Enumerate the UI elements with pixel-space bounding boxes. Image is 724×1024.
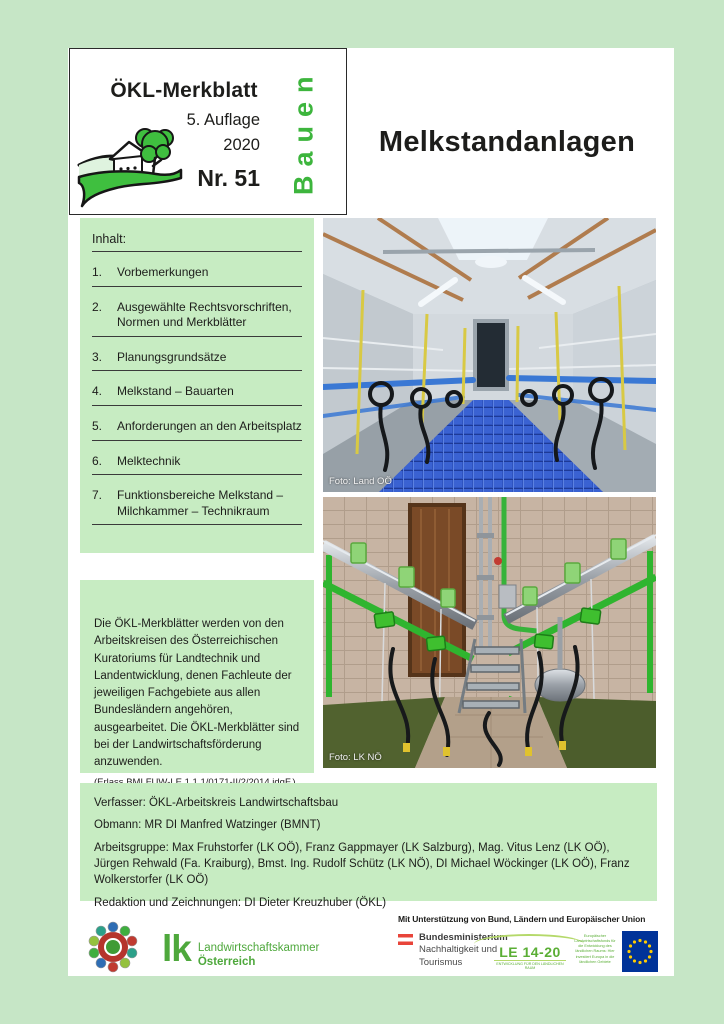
info-box [80,580,314,773]
vertical-category-label: Bauen [288,67,319,195]
landwirtschaftskammer-logo [162,928,320,970]
footer-logos [68,908,674,976]
credits-verfasser: Verfasser: ÖKL-Arbeitskreis Landwirtschaftsbau [94,797,339,809]
document-page [68,48,674,976]
photo-caption: Foto: LK NÖ [329,752,382,763]
photo-caption: Foto: Land OÖ [329,476,392,487]
lk-line1: Landwirtschaftskammer [197,942,320,954]
toc-item: 3. Planungsgrundsätze [92,350,302,372]
austria-flag-icon [398,934,413,945]
credits-box [80,783,657,909]
eu-fund-caption: Europäischer Landwirtschaftsfonds für die Entwicklung des ländlichen Raums: Hier investiert Europa in die ländlichen Gebiete [574,934,616,964]
ministry-line1: Bundesministerium [419,932,508,943]
toc-item: 6. Melktechnik [92,454,302,476]
photo-milking-parlour-top [323,218,656,492]
milking-parlour-illustration [323,218,656,492]
ministry-line2: Nachhaltigkeit und [419,944,498,956]
photo-milking-parlour-bottom [323,497,656,768]
info-text: Die ÖKL-Merkblätter werden von den Arbeitskreisen des Österreichischen Kuratoriums für Landtechnik und Landentwicklung, denen Fachleute der jeweiligen Fachgebiete aus allen Bundesländern angehören, ausgearbeitet. Die ÖKL-Merkblätter sind bei der Landwirtschaftsförderung anzuwenden. [94,618,300,768]
series-title: ÖKL-Merkblatt [110,79,258,102]
credits-redaktion: Redaktion und Zeichnungen: DI Dieter Kreuzhuber (ÖKL) [94,896,387,909]
toc-box [80,218,314,553]
issue-number: Nr. 51 [197,165,260,191]
toc-item: 1. Vorbemerkungen [92,265,302,287]
toc-item: 7. Funktionsbereiche Melkstand – Milchkammer – Technikraum [92,488,302,525]
le-label: LE 14-20 [499,944,561,960]
le-subline: ENTWICKLUNG FÜR DEN LÄNDLICHEN RAUM [494,960,566,970]
toc-item: 5. Anforderungen an den Arbeitsplatz [92,419,302,441]
eu-flag-icon [622,931,658,972]
lk-mark: lk [162,928,191,969]
ministry-line3: Tourismus [419,956,463,968]
oekl-landscape-logo [76,113,184,211]
house-tree-icon [76,113,184,211]
toc-heading: Inhalt: [92,232,302,252]
credits-arbeitsgruppe: Arbeitsgruppe: Max Fruhstorfer (LK OÖ), Franz Gappmayer (LK Salzburg), Mag. Vitus Lenz (LK OÖ), Jürgen Rehwald (Fa. Kraiburg), Bmst. Ing. Rudolf Schütz (LK NÖ), DI Michael Wöckinger (LK OÖ), Franz Wolkerstorfer (LK OÖ) [94,841,630,887]
page-title: Melkstandanlagen [378,126,636,158]
toc-item: 2. Ausgewählte Rechtsvorschriften, Normen und Merkblätter [92,300,302,337]
support-statement: Mit Unterstützung von Bund, Ländern und Europäischer Union [398,914,646,924]
toc-item: 4. Melkstand – Bauarten [92,384,302,406]
edition-line: 5. Auflage [186,111,260,129]
lk-line2: Österreich [197,956,256,969]
milking-parlour-green-illustration [323,497,656,768]
credits-obmann: Obmann: MR DI Manfred Watzinger (BMNT) [94,819,321,832]
oekl-ring-logo [86,920,140,974]
edition-year: 2020 [223,136,260,154]
le-14-20-logo [494,934,566,970]
